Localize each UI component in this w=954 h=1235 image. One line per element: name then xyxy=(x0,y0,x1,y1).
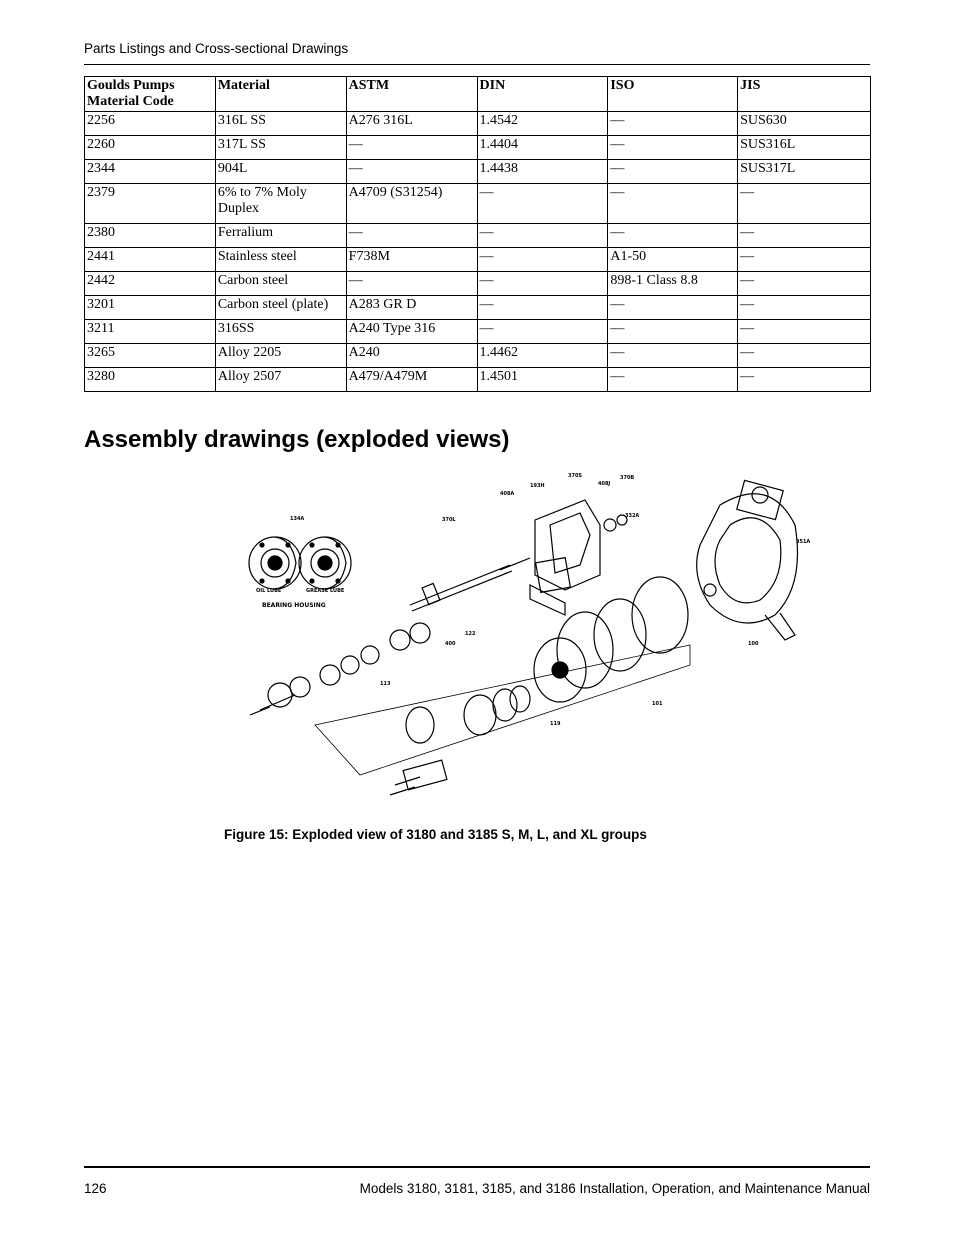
figure-caption: Figure 15: Exploded view of 3180 and 3185 S, M, L, and XL groups xyxy=(224,827,647,842)
part-label-119: 119 xyxy=(550,721,561,727)
cell-material: 904L xyxy=(215,160,346,184)
table-row xyxy=(85,184,871,224)
cell-jis: — xyxy=(738,184,871,224)
table-row xyxy=(85,136,871,160)
cell-code: 3201 xyxy=(85,296,216,320)
cell-material: 316L SS xyxy=(215,112,346,136)
bearing-frame xyxy=(530,500,627,615)
cell-iso: — xyxy=(608,224,738,248)
cell-code: 2442 xyxy=(85,272,216,296)
cell-astm: — xyxy=(346,160,477,184)
cell-jis: — xyxy=(738,296,871,320)
part-label-370l: 370L xyxy=(442,517,456,523)
cell-iso: — xyxy=(608,320,738,344)
cell-material: 6% to 7% Moly Duplex xyxy=(215,184,346,224)
table-row xyxy=(85,248,871,272)
cell-din: 1.4438 xyxy=(477,160,608,184)
cell-jis: — xyxy=(738,368,871,392)
cell-jis: — xyxy=(738,248,871,272)
cell-code: 2260 xyxy=(85,136,216,160)
cell-din: 1.4462 xyxy=(477,344,608,368)
part-label-351a: 351A xyxy=(796,539,811,545)
part-label-134a: 134A xyxy=(290,516,305,522)
header-rule xyxy=(84,64,870,65)
cell-material: 316SS xyxy=(215,320,346,344)
cell-astm: — xyxy=(346,136,477,160)
cell-code: 3265 xyxy=(85,344,216,368)
cell-code: 2344 xyxy=(85,160,216,184)
cell-iso: — xyxy=(608,344,738,368)
cell-jis: — xyxy=(738,224,871,248)
part-label-122: 122 xyxy=(465,631,476,637)
part-label-113: 113 xyxy=(380,681,391,687)
cell-material: Alloy 2507 xyxy=(215,368,346,392)
cell-jis: — xyxy=(738,344,871,368)
cell-material: Alloy 2205 xyxy=(215,344,346,368)
cell-iso: — xyxy=(608,160,738,184)
part-label-193h: 193H xyxy=(530,483,545,489)
footer-rule xyxy=(84,1166,870,1168)
cell-code: 2380 xyxy=(85,224,216,248)
table-row xyxy=(85,344,871,368)
cell-code: 3211 xyxy=(85,320,216,344)
cell-din: — xyxy=(477,184,608,224)
bearing-housing-grease-lube xyxy=(299,537,351,589)
cell-astm: A479/A479M xyxy=(346,368,477,392)
cell-material: Carbon steel (plate) xyxy=(215,296,346,320)
cell-astm: A283 GR D xyxy=(346,296,477,320)
cell-code: 2256 xyxy=(85,112,216,136)
cell-din: — xyxy=(477,224,608,248)
part-label-370s: 370S xyxy=(568,473,583,479)
part-label-332a: 332A xyxy=(625,513,640,519)
cell-iso: A1-50 xyxy=(608,248,738,272)
part-label-101: 101 xyxy=(652,701,663,707)
col-header-jis: JIS xyxy=(738,77,871,112)
cell-jis: — xyxy=(738,272,871,296)
cell-material: 317L SS xyxy=(215,136,346,160)
col-header-iso: ISO xyxy=(608,77,738,112)
col-header-material-code: Goulds Pumps Material Code xyxy=(85,77,216,112)
table-row xyxy=(85,112,871,136)
cell-astm: — xyxy=(346,272,477,296)
cell-din: — xyxy=(477,272,608,296)
table-header-row xyxy=(85,77,871,112)
col-header-material: Material xyxy=(215,77,346,112)
pump-shaft xyxy=(410,558,530,611)
cell-din: 1.4501 xyxy=(477,368,608,392)
cell-iso: — xyxy=(608,184,738,224)
part-label-100: 100 xyxy=(748,641,759,647)
part-label-370b: 370B xyxy=(620,475,635,481)
cell-material: Carbon steel xyxy=(215,272,346,296)
cell-iso: — xyxy=(608,112,738,136)
cell-jis: SUS317L xyxy=(738,160,871,184)
cell-iso: — xyxy=(608,136,738,160)
part-label-408j: 408J xyxy=(598,481,611,487)
pump-casing xyxy=(697,480,798,640)
exploded-view-drawing xyxy=(220,465,830,825)
bearing-housing-label: BEARING HOUSING xyxy=(262,602,326,609)
col-header-astm: ASTM xyxy=(346,77,477,112)
cell-astm: A276 316L xyxy=(346,112,477,136)
cell-iso: — xyxy=(608,296,738,320)
cell-din: 1.4404 xyxy=(477,136,608,160)
bearing-housing-oil-lube xyxy=(249,537,301,589)
cell-material: Stainless steel xyxy=(215,248,346,272)
part-label-400: 400 xyxy=(445,641,456,647)
cell-material: Ferralium xyxy=(215,224,346,248)
cell-code: 2379 xyxy=(85,184,216,224)
cell-astm: F738M xyxy=(346,248,477,272)
impeller-and-backplate xyxy=(534,577,716,702)
cell-iso: 898-1 Class 8.8 xyxy=(608,272,738,296)
section-title: Assembly drawings (exploded views) xyxy=(84,426,510,453)
cell-astm: A4709 (S31254) xyxy=(346,184,477,224)
page-number: 126 xyxy=(84,1181,107,1196)
grease-lube-label: GREASE LUBE xyxy=(306,588,345,594)
cell-jis: SUS316L xyxy=(738,136,871,160)
table-row xyxy=(85,368,871,392)
lower-exploded-group xyxy=(315,645,690,795)
cell-code: 2441 xyxy=(85,248,216,272)
cell-code: 3280 xyxy=(85,368,216,392)
col-header-din: DIN xyxy=(477,77,608,112)
cell-astm: A240 xyxy=(346,344,477,368)
manual-title: Models 3180, 3181, 3185, and 3186 Installation, Operation, and Maintenance Manual xyxy=(359,1181,870,1196)
material-cross-reference-table xyxy=(84,76,871,392)
table-row xyxy=(85,296,871,320)
table-row xyxy=(85,160,871,184)
oil-lube-label: OIL LUBE xyxy=(256,588,282,594)
cell-din: 1.4542 xyxy=(477,112,608,136)
cell-jis: — xyxy=(738,320,871,344)
cell-din: — xyxy=(477,248,608,272)
part-label-408a: 408A xyxy=(500,491,515,497)
cell-astm: — xyxy=(346,224,477,248)
cell-jis: SUS630 xyxy=(738,112,871,136)
cell-din: — xyxy=(477,320,608,344)
cell-astm: A240 Type 316 xyxy=(346,320,477,344)
table-row xyxy=(85,224,871,248)
cell-iso: — xyxy=(608,368,738,392)
seal-components xyxy=(250,623,430,715)
cell-din: — xyxy=(477,296,608,320)
running-header: Parts Listings and Cross-sectional Drawings xyxy=(84,41,349,56)
table-row xyxy=(85,272,871,296)
table-row xyxy=(85,320,871,344)
